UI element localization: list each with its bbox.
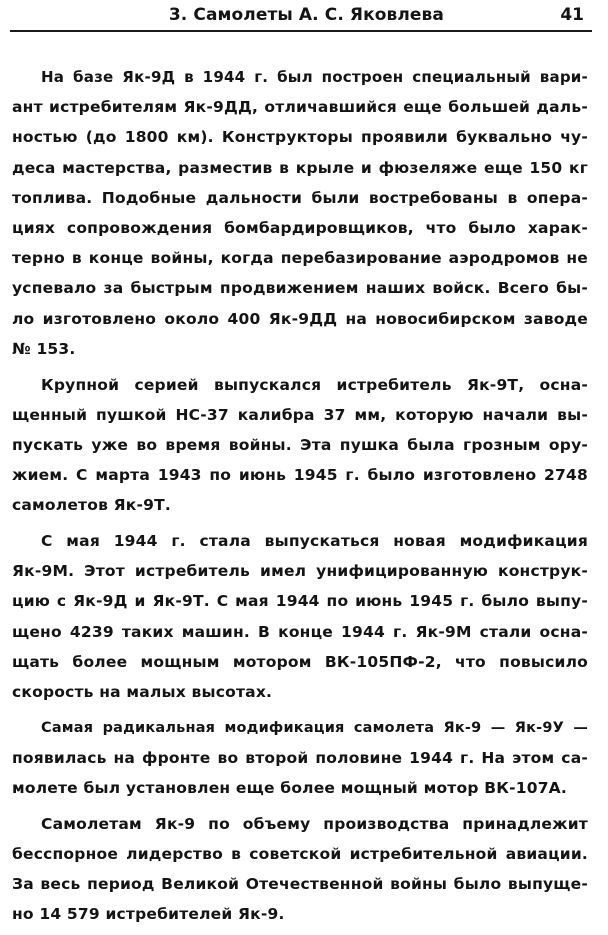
text-line: но 14 579 истребителей Як-9. [12,905,285,924]
text-line: № 153. [12,339,76,358]
text-line: успевало за быстрым продвижением наших войск. Всего бы- [12,279,588,298]
text-line: деса мастерства, разместив в крыле и фюзеляже еще 150 кг [12,158,588,177]
text-line: терно в конце войны, когда перебазирование аэродромов не [12,249,588,268]
paragraph [12,370,588,521]
running-title: 3. Самолеты А. С. Яковлева [168,5,444,25]
paragraph [12,809,588,930]
page-header [10,0,592,32]
text-line: пускать уже во время войны. Эта пушка была грозным ору- [12,435,588,454]
text-line: топлива. Подобные дальности были востребованы в опера- [12,188,588,207]
text-line: ло изготовлено около 400 Як-9ДД на новосибирском заводе [12,309,588,328]
text-line: бесспорное лидерство в советской истребительной авиации. [12,845,588,864]
text-line: На базе Як-9Д в 1944 г. был построен специальный вари- [41,68,588,86]
text-line: Самолетам Як-9 по объему производства принадлежит [41,814,588,833]
text-line: С мая 1944 г. стала выпускаться новая модификация [41,532,588,551]
text-line: Як-9М. Этот истребитель имел унифицированную конструк- [12,562,588,581]
text-line: скорость на малых высотах. [12,683,273,702]
text-line: цию с Як-9Д и Як-9Т. С мая 1944 по июнь 1945 г. было выпу- [12,592,588,611]
body-text [12,62,588,935]
paragraph [12,713,588,804]
text-line: появилась на фронте во второй половине 1944 г. На этом са- [12,748,588,767]
text-line: самолетов Як-9Т. [12,496,172,515]
paragraph [12,526,588,707]
text-line: молете был установлен еще более мощный мотор ВК-107А. [12,779,567,798]
page-number: 41 [560,5,584,25]
text-line: щено 4239 таких машин. В конце 1944 г. Як-9М стали осна- [12,622,588,641]
text-line: ностью (до 1800 км). Конструкторы проявили буквально чу- [12,128,588,147]
text-line: Самая радикальная модификация самолета Як-9 — Як-9У — [41,719,588,736]
text-line: жием. С марта 1943 по июнь 1945 г. было изготовлено 2748 [12,466,588,485]
text-line: циях сопровождения бомбардировщиков, что было харак- [12,219,588,238]
text-line: ант истребителям Як-9ДД, отличавшийся еще большей даль- [12,98,588,117]
text-line: За весь период Великой Отечественной войны было выпуще- [12,875,588,894]
text-line: щать более мощным мотором ВК-105ПФ-2, что повысило [12,652,588,671]
paragraph [12,62,588,364]
text-line: Крупной серией выпускался истребитель Як-9Т, осна- [41,375,588,394]
text-line: щенный пушкой НС-37 калибра 37 мм, которую начали вы- [12,405,588,424]
